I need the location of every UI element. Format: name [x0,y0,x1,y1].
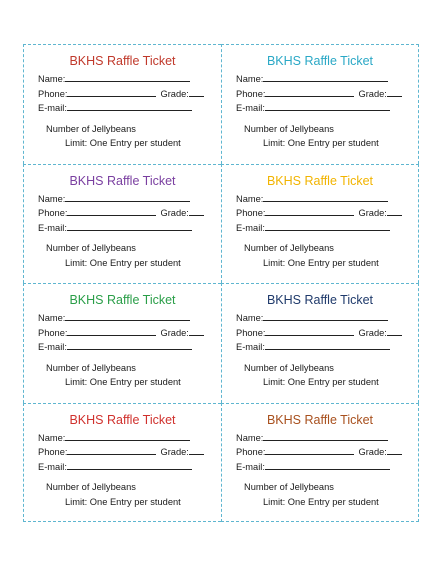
grade-label: Grade: [160,327,189,338]
name-line [38,311,221,326]
phone-blank[interactable] [67,87,156,97]
ticket-title: BKHS Raffle Ticket [266,173,374,188]
jellybeans-line [38,122,221,137]
email-blank[interactable] [265,340,390,350]
name-blank[interactable] [65,311,190,321]
jellybeans-label: Number of Jellybeans [46,482,136,492]
grade-blank[interactable] [189,87,204,97]
name-label: Name: [38,313,66,323]
email-line [236,340,418,355]
ticket-title: BKHS Raffle Ticket [69,54,176,68]
grade-label: Grade: [160,88,189,99]
phone-label: Phone: [236,327,266,338]
grade-blank[interactable] [387,326,402,336]
limit-text: Limit: One Entry per student [65,138,181,148]
phone-blank[interactable] [67,445,156,455]
jellybeans-label: Number of Jellybeans [46,243,136,253]
grade-blank[interactable] [189,445,204,455]
phone-blank[interactable] [265,206,354,216]
email-line [38,101,221,116]
email-label: E-mail: [236,461,265,472]
name-blank[interactable] [65,192,190,202]
raffle-ticket [221,44,419,164]
phone-blank[interactable] [67,326,156,336]
email-line [38,460,221,475]
grade-blank[interactable] [387,87,402,97]
grade-label: Grade: [358,447,387,457]
jellybeans-line [236,241,418,256]
limit-text: Limit: One Entry per student [263,496,379,507]
email-blank[interactable] [67,101,192,111]
raffle-ticket [221,164,419,284]
raffle-ticket [23,164,221,284]
name-line [38,431,221,446]
ticket-title: BKHS Raffle Ticket [69,412,176,427]
name-line [38,72,221,87]
grade-label: Grade: [160,447,189,457]
phone-label: Phone: [38,447,68,457]
limit-text: Limit: One Entry per student [263,257,379,268]
jellybeans-line [38,241,221,256]
phone-line [38,326,221,341]
phone-line [38,87,221,102]
phone-line [236,87,418,102]
phone-line [38,206,221,221]
ticket-title: BKHS Raffle Ticket [266,412,374,427]
email-label: E-mail: [236,222,265,233]
email-line [236,101,418,116]
phone-blank[interactable] [265,326,354,336]
phone-line [236,445,418,460]
phone-blank[interactable] [265,445,354,455]
grade-blank[interactable] [189,206,204,216]
phone-blank[interactable] [67,206,156,216]
name-blank[interactable] [263,72,388,82]
grade-blank[interactable] [387,445,402,455]
jellybeans-label: Number of Jellybeans [244,243,334,253]
jellybeans-line [236,361,418,376]
name-line [236,431,418,446]
grade-label: Grade: [358,88,387,99]
ticket-title: BKHS Raffle Ticket [266,293,374,307]
jellybeans-label: Number of Jellybeans [244,123,334,134]
ticket-title: BKHS Raffle Ticket [69,293,176,307]
phone-label: Phone: [38,327,68,338]
name-line [236,192,418,207]
raffle-ticket [23,283,221,403]
limit-text: Limit: One Entry per student [263,138,379,148]
email-label: E-mail: [38,342,67,352]
jellybeans-label: Number of Jellybeans [244,362,334,373]
jellybeans-line [38,480,221,495]
ticket-title: BKHS Raffle Ticket [69,173,176,188]
phone-line [236,206,418,221]
name-label: Name: [38,74,66,84]
limit-text: Limit: One Entry per student [65,257,181,268]
email-blank[interactable] [67,340,192,350]
phone-label: Phone: [236,208,266,218]
email-label: E-mail: [38,222,67,233]
raffle-ticket [23,44,221,164]
name-label: Name: [236,193,264,204]
email-blank[interactable] [67,460,192,470]
raffle-ticket-sheet [23,44,419,522]
raffle-ticket [221,403,419,523]
jellybeans-line [236,122,418,137]
grade-label: Grade: [160,208,189,218]
limit-text: Limit: One Entry per student [65,496,181,507]
name-label: Name: [236,74,264,84]
name-label: Name: [38,432,66,443]
name-line [236,72,418,87]
email-line [236,221,418,236]
phone-line [38,445,221,460]
email-label: E-mail: [38,103,67,113]
name-label: Name: [38,193,66,204]
grade-label: Grade: [358,327,387,338]
phone-line [236,326,418,341]
email-label: E-mail: [236,103,265,113]
ticket-title: BKHS Raffle Ticket [266,54,374,68]
jellybeans-line [236,480,418,495]
grade-blank[interactable] [387,206,402,216]
raffle-ticket [221,283,419,403]
email-line [236,460,418,475]
name-label: Name: [236,432,264,443]
grade-label: Grade: [358,208,387,218]
name-blank[interactable] [65,431,190,441]
phone-blank[interactable] [265,87,354,97]
phone-label: Phone: [38,208,68,218]
phone-label: Phone: [236,88,266,99]
email-blank[interactable] [265,101,390,111]
limit-text: Limit: One Entry per student [263,377,379,387]
email-blank[interactable] [265,221,390,231]
name-blank[interactable] [65,72,190,82]
name-blank[interactable] [263,311,388,321]
jellybeans-label: Number of Jellybeans [244,482,334,492]
jellybeans-label: Number of Jellybeans [46,123,136,134]
name-line [236,311,418,326]
email-label: E-mail: [236,342,265,352]
grade-blank[interactable] [189,326,204,336]
phone-label: Phone: [38,88,68,99]
email-line [38,340,221,355]
email-blank[interactable] [265,460,390,470]
name-blank[interactable] [263,192,388,202]
limit-text: Limit: One Entry per student [65,377,181,387]
name-blank[interactable] [263,431,388,441]
email-line [38,221,221,236]
email-label: E-mail: [38,461,67,472]
email-blank[interactable] [67,221,192,231]
raffle-ticket [23,403,221,523]
jellybeans-line [38,361,221,376]
jellybeans-label: Number of Jellybeans [46,362,136,373]
phone-label: Phone: [236,447,266,457]
name-label: Name: [236,313,264,323]
name-line [38,192,221,207]
